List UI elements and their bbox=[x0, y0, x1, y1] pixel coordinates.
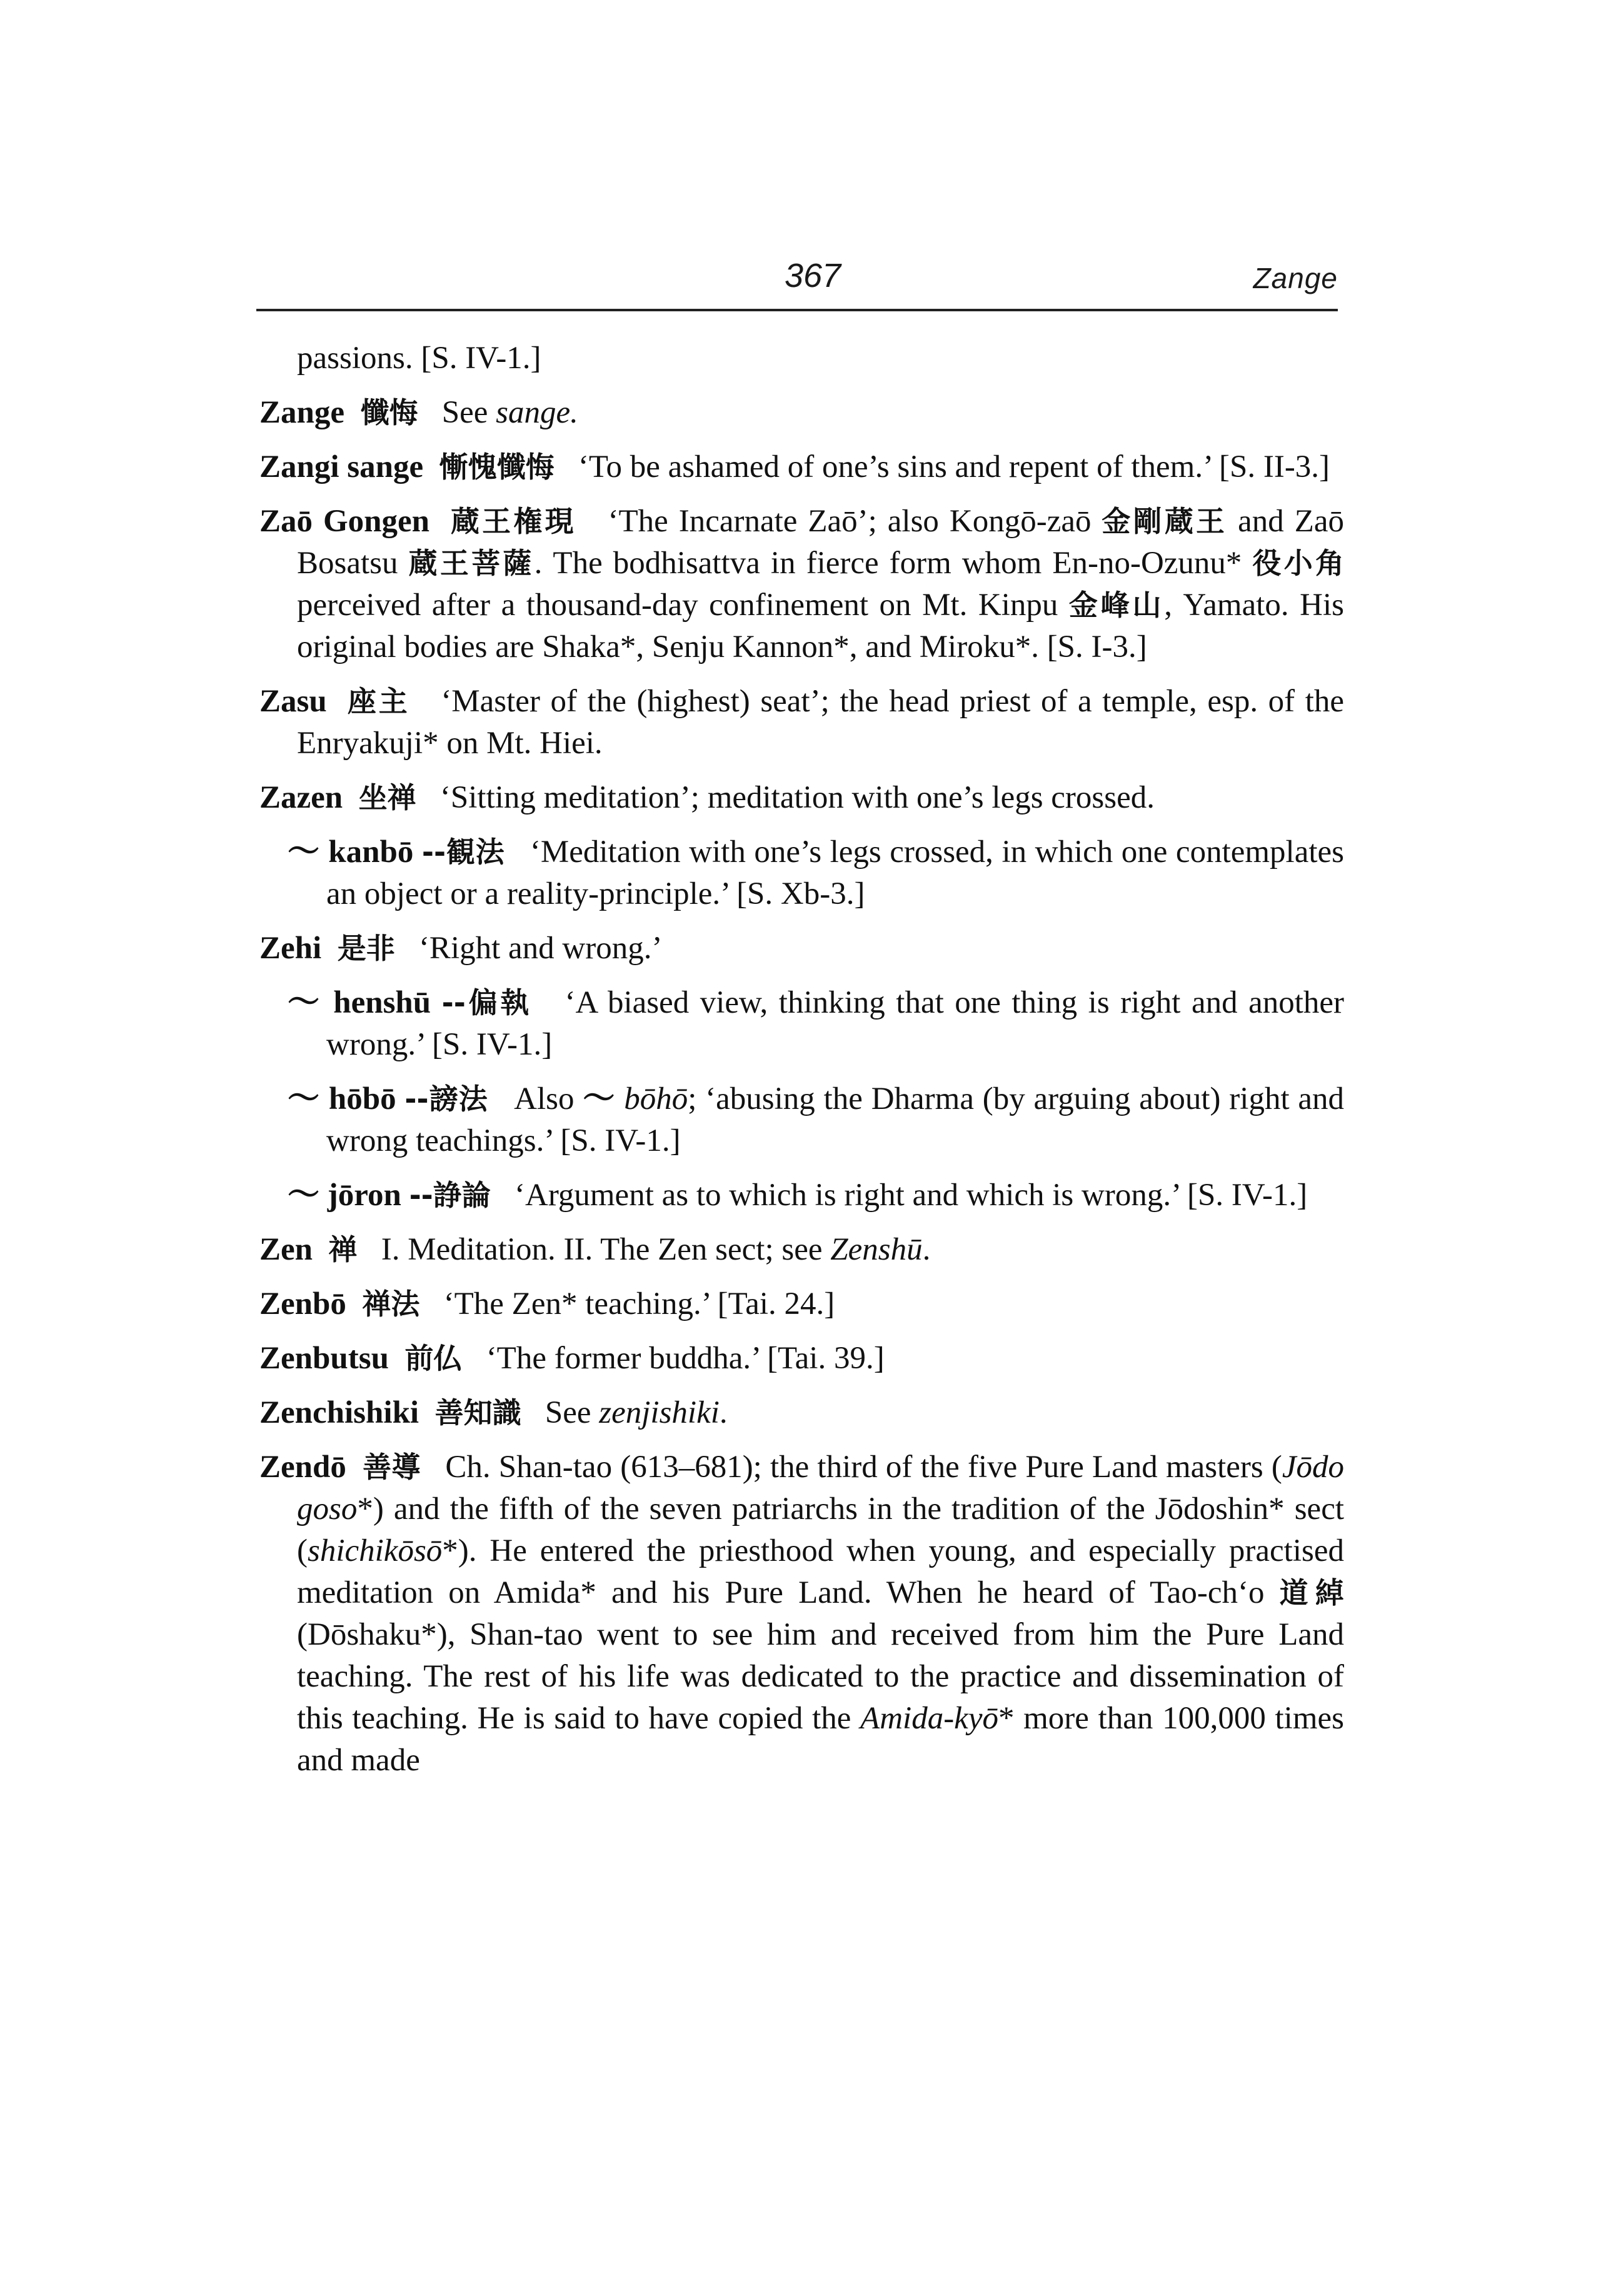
kanji: 役小角 bbox=[1252, 546, 1345, 580]
definition: Ch. Shan-tao (613–681); the third of the five Pure Land masters ( bbox=[445, 1450, 1282, 1485]
definition: *) and the fifth of the seven patriarchs in the tradition of the Jōdoshin* sect ( bbox=[297, 1491, 1344, 1568]
definition: ‘Right and wrong.’ bbox=[418, 931, 663, 966]
headword: Zehi bbox=[259, 931, 322, 966]
entry-zazen bbox=[259, 777, 1344, 819]
page-number: 367 bbox=[784, 257, 841, 294]
variant-term: bōhō bbox=[624, 1081, 688, 1116]
kanji: 禅 bbox=[328, 1233, 358, 1266]
cross-reference: shichikōsō bbox=[307, 1533, 443, 1568]
kanji: 善知識 bbox=[434, 1396, 521, 1430]
headword: henshū bbox=[333, 985, 431, 1020]
definition: , Yamato. His original bodies are Shaka*, Senju Kannon*, and Miroku*. [S. I-3.] bbox=[297, 588, 1345, 664]
definition: ‘Master of the (highest) seat’; the head priest of a temple, esp. of the Enryakuji* on Mt. Hiei. bbox=[297, 684, 1345, 761]
headword: Zenbō bbox=[259, 1286, 346, 1321]
entry-zehi bbox=[259, 928, 1344, 970]
kanji: 懺悔 bbox=[360, 396, 418, 429]
entries bbox=[259, 338, 1344, 1794]
definition: ‘The former buddha.’ [Tai. 39.] bbox=[486, 1341, 885, 1376]
page-header bbox=[256, 250, 1338, 319]
tilde-mark: ～ bbox=[288, 835, 320, 870]
entry-zasu bbox=[259, 681, 1344, 764]
kanji: 前仏 bbox=[404, 1341, 463, 1375]
kanji: --観法 bbox=[421, 835, 505, 869]
definition: and Zaō Bosatsu bbox=[297, 504, 1345, 581]
definition: I. Meditation. II. The Zen sect; see bbox=[381, 1232, 831, 1267]
headword: Zenbutsu bbox=[259, 1341, 389, 1376]
definition: ‘Sitting meditation’; meditation with one’s legs crossed. bbox=[439, 780, 1155, 815]
definition: ‘Argument as to which is right and which is wrong.’ [S. IV-1.] bbox=[514, 1178, 1308, 1213]
entry-zenbo bbox=[259, 1283, 1344, 1325]
headword: Zazen bbox=[259, 780, 343, 815]
running-head: Zange bbox=[1253, 262, 1338, 294]
kanji: --偏執 bbox=[441, 986, 533, 1020]
entry-zange bbox=[259, 392, 1344, 434]
tilde-mark: ～ bbox=[288, 1178, 320, 1213]
header-rule bbox=[256, 309, 1338, 311]
tilde-mark: ～ bbox=[288, 985, 323, 1020]
definition: ; ‘abusing the Dharma (by arguing about) right and wrong teachings.’ [S. IV-1.] bbox=[326, 1081, 1345, 1158]
definition: ‘A biased view, thinking that one thing is right and another wrong.’ [S. IV-1.] bbox=[326, 985, 1345, 1062]
headword: Zen bbox=[259, 1232, 313, 1267]
entry-zangi-sange bbox=[259, 446, 1344, 488]
tilde-mark: ～ bbox=[288, 1081, 321, 1116]
kanji: 金峰山 bbox=[1068, 588, 1165, 622]
kanji: 是非 bbox=[337, 931, 395, 965]
kanji: 道綽 bbox=[1279, 1576, 1344, 1610]
definition: See bbox=[545, 1395, 600, 1430]
definition-tail: . bbox=[719, 1395, 728, 1430]
entry-zenchishiki bbox=[259, 1392, 1344, 1434]
cross-reference: Zenshū bbox=[830, 1232, 923, 1267]
entry-zazen-kanbo bbox=[279, 831, 1344, 915]
kanji: 座主 bbox=[347, 684, 410, 718]
cross-reference: zenjishiki bbox=[599, 1395, 720, 1430]
entry-zehi-joron bbox=[279, 1175, 1344, 1216]
entry-zenbutsu bbox=[259, 1338, 1344, 1380]
headword: hōbō bbox=[328, 1081, 396, 1116]
definition: ‘The Zen* teaching.’ [Tai. 24.] bbox=[443, 1286, 835, 1321]
definition-tail: . bbox=[922, 1232, 931, 1267]
headword: kanbō bbox=[328, 835, 414, 870]
entry-zehi-henshu bbox=[279, 982, 1344, 1066]
headword: Zendō bbox=[259, 1450, 346, 1485]
definition: See bbox=[441, 395, 496, 430]
cross-reference: Amida-kyō bbox=[860, 1701, 998, 1736]
headword: Zasu bbox=[259, 684, 327, 719]
kanji: --謗法 bbox=[404, 1082, 488, 1116]
entry-zao-gongen bbox=[259, 501, 1344, 668]
entry-continuation bbox=[259, 338, 1344, 379]
kanji: --諍論 bbox=[409, 1178, 491, 1212]
headword: jōron bbox=[327, 1178, 401, 1213]
definition: ‘Meditation with one’s legs crossed, in which one contemplates an object or a reality-principle.’ [S. Xb-3.] bbox=[326, 835, 1344, 911]
definition: (Dōshaku*), Shan-tao went to see him and received from him the Pure Land teaching. The rest of his life was dedicated to the practice and dissemination of this teaching. He is said to have copied the bbox=[297, 1617, 1344, 1736]
kanji: 慚愧懺悔 bbox=[439, 450, 555, 484]
definition: passions. [S. IV-1.] bbox=[297, 341, 541, 376]
kanji: 善導 bbox=[363, 1450, 421, 1484]
tilde-mark: ～ bbox=[583, 1081, 616, 1116]
definition: ‘The Incarnate Zaō’; also Kongō-zaō bbox=[608, 504, 1102, 539]
cross-reference: sange. bbox=[496, 395, 578, 430]
headword: Zangi sange bbox=[259, 449, 424, 484]
definition: Also bbox=[514, 1081, 583, 1116]
headword: Zenchishiki bbox=[259, 1395, 419, 1430]
kanji: 坐禅 bbox=[358, 781, 416, 815]
cross-reference: Jōdo goso bbox=[297, 1450, 1344, 1526]
kanji: 蔵王権現 bbox=[450, 504, 576, 538]
kanji: 蔵王菩薩 bbox=[408, 546, 534, 580]
entry-zendo bbox=[259, 1446, 1344, 1782]
entry-zen bbox=[259, 1229, 1344, 1271]
definition: perceived after a thousand-day confinement on Mt. Kinpu bbox=[297, 588, 1069, 623]
definition: . The bodhisattva in fierce form whom En-no-Ozunu* bbox=[534, 546, 1253, 581]
kanji: 禅法 bbox=[362, 1287, 420, 1321]
kanji: 金剛蔵王 bbox=[1102, 504, 1228, 538]
headword: Zaō Gongen bbox=[259, 504, 429, 539]
definition: * more than 100,000 times and made bbox=[297, 1701, 1344, 1778]
definition: ‘To be ashamed of one’s sins and repent of them.’ [S. II-3.] bbox=[578, 449, 1330, 484]
entry-zehi-hobo bbox=[279, 1078, 1344, 1162]
definition: *). He entered the priesthood when young, and especially practised meditation on Amida* and his Pure Land. When he heard of Tao-ch‘o bbox=[297, 1533, 1344, 1610]
headword: Zange bbox=[259, 395, 345, 430]
